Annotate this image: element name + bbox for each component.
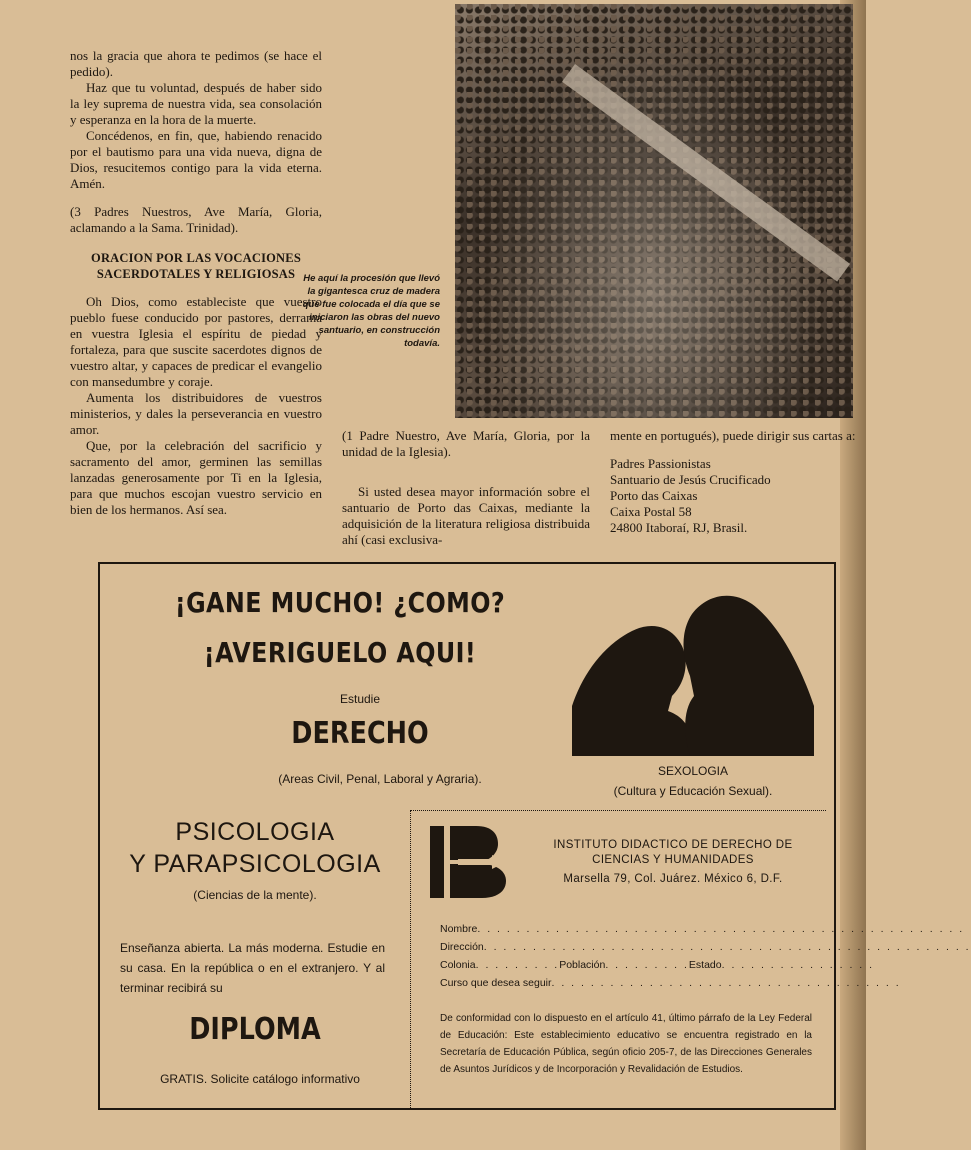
colonia-field[interactable]: . . . . . . . . . bbox=[475, 959, 560, 971]
middle-column bbox=[342, 428, 590, 548]
ad-headline-2: ¡AVERIGUELO AQUI! bbox=[203, 636, 477, 669]
ad-headline-1: ¡GANE MUCHO! ¿COMO? bbox=[174, 586, 506, 619]
procession-photo bbox=[455, 4, 853, 418]
curso-label: Curso que desea seguir bbox=[440, 977, 552, 989]
middle-paragraph: Si usted desea mayor información sobre el santuario de Porto das Caixas, mediante la adquisición de la literatura religiosa distribuida ahí (casi exclusiva- bbox=[342, 484, 590, 547]
gratis-text: GRATIS. Solicite catálogo informativo bbox=[160, 1072, 360, 1086]
institute-name-2: CIENCIAS Y HUMANIDADES bbox=[592, 854, 754, 866]
prayer-paragraph: Que, por la celebración del sacrificio y sacramento del amor, germinen las semillas lanzadas generosamente por Ti en la Iglesia, para que muchos escojan vuestro servicio en bien de los hermanos. Así sea. bbox=[70, 438, 322, 517]
prayer-note: (3 Padres Nuestros, Ave María, Gloria, aclamando a la Sama. Trinidad). bbox=[70, 204, 322, 235]
prayer-paragraph: Concédenos, en fin, que, habiendo renacido por el bautismo para una vida nueva, digna de Dios, resucitemos contigo para la vida eterna. Amén. bbox=[70, 128, 322, 191]
psicologia-line-2: Y PARAPSICOLOGIA bbox=[129, 850, 381, 878]
form-row-colonia[interactable] bbox=[440, 956, 875, 974]
direccion-field[interactable]: . . . . . . . . . . . . . . . . . . . . . . . . . . . . . . . . . . . . . . . . . . . . . . . . . . bbox=[483, 941, 971, 953]
poblacion-label: Población bbox=[559, 959, 606, 971]
institute-address: Marsella 79, Col. Juárez. México 6, D.F. bbox=[563, 873, 783, 885]
estudie-label: Estudie bbox=[339, 692, 381, 706]
advertisement-box bbox=[98, 562, 971, 1110]
ib-logo-icon bbox=[430, 826, 510, 898]
left-column bbox=[70, 48, 322, 518]
crowd-overlay bbox=[455, 4, 853, 418]
sexologia-title: SEXOLOGIA bbox=[657, 764, 729, 778]
direccion-label: Dirección bbox=[440, 941, 484, 953]
address-line: 24800 Itaboraí, RJ, Brasil. bbox=[610, 520, 748, 535]
institute-name-1: INSTITUTO DIDACTICO DE DERECHO DE bbox=[553, 839, 793, 851]
prayer-paragraph: nos la gracia que ahora te pedimos (se hace el pedido). bbox=[70, 48, 322, 79]
address-line: Santuario de Jesús Crucificado bbox=[610, 472, 771, 487]
prayer-heading: ORACION POR LAS VOCACIONES SACERDOTALES Y RELIGIOSAS bbox=[91, 251, 301, 281]
psicologia-subtitle: (Ciencias de la mente). bbox=[193, 888, 317, 902]
right-column bbox=[610, 428, 860, 536]
psicologia-title bbox=[100, 816, 410, 880]
prayer-paragraph: Haz que tu voluntad, después de haber sido la ley suprema de nuestra vida, sea consolación y esperanza en la hora de la muerte. bbox=[70, 80, 322, 127]
address-line: Caixa Postal 58 bbox=[610, 504, 692, 519]
right-paragraph: mente en portugués), puede dirigir sus cartas a: bbox=[610, 428, 856, 443]
estado-field[interactable]: . . . . . . . . . . . . . . . . bbox=[721, 959, 875, 971]
couple-silhouette bbox=[572, 586, 814, 756]
estado-label: Estado bbox=[688, 959, 722, 971]
prayer-paragraph: Oh Dios, como estableciste que vuestro pueblo fuese conducido por pastores, derrama en vuestra Iglesia el espíritu de piedad y fortaleza, para que suscite sacerdotes dignos de vuestro altar, y capaces de predicar el evangelio con mansedumbre y coraje. bbox=[70, 294, 322, 389]
address-line: Padres Passionistas bbox=[610, 456, 711, 471]
nombre-field[interactable]: . . . . . . . . . . . . . . . . . . . . . . . . . . . . . . . . . . . . . . . . . . . . . . . . . . bbox=[477, 923, 965, 935]
curso-field[interactable]: . . . . . . . . . . . . . . . . . . . . . . . . . . . . . . . . . . . . bbox=[551, 977, 901, 989]
diploma-title: DIPLOMA bbox=[189, 1012, 321, 1047]
form-row-direccion[interactable] bbox=[440, 938, 971, 956]
legal-notice: De conformidad con lo dispuesto en el artículo 41, último párrafo de la Ley Federal de Educación: Este establecimiento educativo se encuentra registrado en la Secretaría de Educación Pública, según oficio 205-7, de las Direcciones Generales de Asuntos Jurídicos y de Incorporación y Revalidación de Estudios. bbox=[440, 1013, 812, 1075]
institute-info bbox=[528, 838, 818, 887]
poblacion-field[interactable]: . . . . . . . . . bbox=[605, 959, 689, 971]
derecho-subtitle: (Areas Civil, Penal, Laboral y Agraria). bbox=[278, 772, 482, 786]
colonia-label: Colonia bbox=[440, 959, 476, 971]
form-row-curso[interactable] bbox=[440, 974, 901, 992]
middle-paragraph: (1 Padre Nuestro, Ave María, Gloria, por la unidad de la Iglesia). bbox=[342, 428, 590, 459]
photo-caption: He aquí la procesión que llevó la gigantesca cruz de madera que fue colocada el día que se iniciaron las obras del nuevo santuario, en construcción todavía. bbox=[302, 273, 440, 349]
nombre-label: Nombre bbox=[440, 923, 478, 935]
sexologia-subtitle: (Cultura y Educación Sexual). bbox=[613, 784, 773, 798]
address-line: Porto das Caixas bbox=[610, 488, 698, 503]
form-row-nombre[interactable] bbox=[440, 920, 965, 938]
divider-vertical bbox=[410, 810, 411, 1108]
ensenanza-text: Enseñanza abierta. La más moderna. Estudie en su casa. En la república o en el extranjero. Y al terminar recibirá su bbox=[120, 941, 385, 995]
psicologia-line-1: PSICOLOGIA bbox=[175, 818, 335, 846]
postal-address bbox=[610, 456, 860, 536]
divider-horizontal bbox=[410, 810, 826, 811]
derecho-title: DERECHO bbox=[291, 716, 429, 751]
coupon-form bbox=[440, 920, 971, 992]
prayer-paragraph: Aumenta los distribuidores de vuestros ministerios, y dales la perseverancia en vuestro amor. bbox=[70, 390, 322, 437]
